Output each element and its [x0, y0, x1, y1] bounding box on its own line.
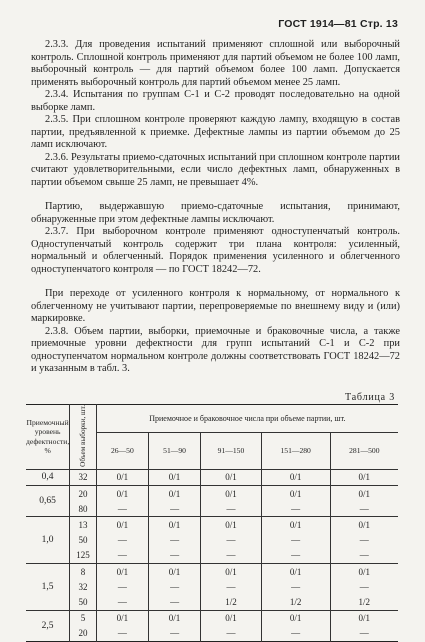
acceptance-cell: — [330, 626, 398, 642]
acceptance-cell: — [148, 626, 200, 642]
header-sample-size: Объем выборки, шт. [70, 405, 97, 470]
acceptance-cell: 1/2 [201, 594, 262, 610]
acceptance-cell: 0/1 [261, 469, 330, 485]
acceptance-cell: — [201, 626, 262, 642]
table-row [26, 579, 398, 594]
acceptance-cell: 0/1 [201, 486, 262, 502]
acceptance-cell: 0/1 [148, 610, 200, 626]
acceptance-cell: — [201, 533, 262, 548]
acceptance-cell: — [96, 501, 148, 517]
sample-size-cell: 8 [70, 563, 97, 579]
table-caption: Таблица 3 [345, 392, 395, 403]
acceptance-cell: — [330, 501, 398, 517]
table-row [26, 563, 398, 579]
table-row [26, 501, 398, 517]
acceptance-cell: 0/1 [96, 486, 148, 502]
acceptance-cell: 0/1 [330, 610, 398, 626]
acceptance-cell: 0/1 [261, 610, 330, 626]
header-lot-range: 51—90 [148, 432, 200, 469]
acceptance-cell: 0/1 [148, 469, 200, 485]
acceptance-cell: 0/1 [261, 563, 330, 579]
sample-size-cell: 50 [70, 594, 97, 610]
acceptance-cell: — [261, 548, 330, 564]
table-row [26, 517, 398, 533]
table-row [26, 486, 398, 502]
acceptance-cell: 0/1 [148, 517, 200, 533]
acceptance-cell: 0/1 [96, 517, 148, 533]
sample-size-cell: 20 [70, 626, 97, 642]
acceptance-cell: 0/1 [148, 563, 200, 579]
header-aql: Приемочный уровень дефектности, % [26, 405, 70, 470]
paragraph: 2.3.7. При выборочном контроле применяют одноступенчатый контроль. Одноступенчатый контроль содержит три плана контроля: усиленный, нормальный и облегченный. Порядок применения усиленного и облегченного одноступенчатого контроля — по ГОСТ 18242—72. [31, 226, 400, 275]
acceptance-cell: — [148, 533, 200, 548]
header-lot-range: 91—150 [201, 432, 262, 469]
paragraph: 2.3.6. Результаты приемо-сдаточных испытаний при сплошном контроле партии считают удовлетворительными, если число дефектных ламп, обнаруженных в партии объемом свыше 25 ламп, не превышает 4%. [31, 151, 400, 188]
aql-cell: 0,4 [26, 469, 70, 485]
acceptance-cell: — [96, 594, 148, 610]
acceptance-cell: — [148, 594, 200, 610]
acceptance-cell: — [201, 579, 262, 594]
acceptance-cell: — [96, 548, 148, 564]
acceptance-cell: 0/1 [148, 486, 200, 502]
table-row [26, 548, 398, 564]
acceptance-cell: 0/1 [330, 563, 398, 579]
acceptance-cell: — [96, 533, 148, 548]
paragraph: При переходе от усиленного контроля к нормальному, от нормального к облегченному не учитывают партии, перепроверяемые по внешнему виду и (или) маркировке. [31, 288, 400, 324]
acceptance-cell: 0/1 [96, 610, 148, 626]
acceptance-cell: — [96, 579, 148, 594]
sample-size-cell: 32 [70, 469, 97, 485]
acceptance-cell: 0/1 [330, 517, 398, 533]
acceptance-cell: — [261, 626, 330, 642]
table-row [26, 469, 398, 485]
acceptance-cell: 0/1 [330, 469, 398, 485]
acceptance-cell: 0/1 [201, 469, 262, 485]
acceptance-cell: — [148, 579, 200, 594]
aql-cell: 2,5 [26, 610, 70, 641]
table-row [26, 626, 398, 642]
acceptance-cell: — [201, 501, 262, 517]
acceptance-cell: 0/1 [201, 517, 262, 533]
acceptance-cell: 0/1 [261, 517, 330, 533]
sample-size-cell: 20 [70, 486, 97, 502]
acceptance-cell: — [330, 548, 398, 564]
acceptance-cell: 0/1 [201, 610, 262, 626]
sample-size-cell: 125 [70, 548, 97, 564]
table-row [26, 594, 398, 610]
acceptance-cell: — [201, 548, 262, 564]
header-lot-range: 281—500 [330, 432, 398, 469]
paragraph: 2.3.4. Испытания по группам С-1 и С-2 проводят последовательно на одной выборке ламп. [31, 89, 400, 113]
acceptance-cell: — [330, 579, 398, 594]
aql-cell: 1,0 [26, 517, 70, 564]
acceptance-cell: 1/2 [261, 594, 330, 610]
acceptance-cell: — [148, 501, 200, 517]
aql-cell: 1,5 [26, 563, 70, 610]
sample-size-cell: 80 [70, 501, 97, 517]
acceptance-cell: — [261, 579, 330, 594]
header-lot-range: 26—50 [96, 432, 148, 469]
acceptance-cell: 0/1 [261, 486, 330, 502]
table-row [26, 533, 398, 548]
paragraph: 2.3.8. Объем партии, выборки, приемочные и браковочные числа, а также приемочные уровни дефектности для групп испытаний С-1 и С-2 при одноступенчатом нормальном контроле должны соответствовать ГОСТ 18242—72 и указанным в табл. 3. [31, 325, 400, 374]
header-lot-group: Приемочное и браковочное числа при объеме партии, шт. [96, 405, 398, 433]
sample-size-cell: 32 [70, 579, 97, 594]
acceptance-cell: — [96, 626, 148, 642]
acceptance-cell: — [261, 533, 330, 548]
acceptance-cell: 0/1 [96, 469, 148, 485]
header-lot-range: 151—280 [261, 432, 330, 469]
sample-size-cell: 50 [70, 533, 97, 548]
sample-size-cell: 5 [70, 610, 97, 626]
sample-size-cell: 13 [70, 517, 97, 533]
paragraph: Партию, выдержавшую приемо-сдаточные испытания, принимают, обнаруженные при этом дефектные лампы исключают. [31, 201, 400, 225]
body-text [31, 39, 400, 376]
acceptance-cell: — [148, 548, 200, 564]
acceptance-cell: — [330, 533, 398, 548]
aql-cell: 0,65 [26, 486, 70, 517]
table-row [26, 610, 398, 626]
table-3 [26, 404, 398, 642]
acceptance-cell: 1/2 [330, 594, 398, 610]
paragraph: 2.3.3. Для проведения испытаний применяют сплошной или выборочный контроль. Сплошной контроль применяют для партий объемом не более 100 ламп, выборочный контроль — для партий объемом более 100 ламп. Допускается применять выборочный контроль для партий объемом менее 25 ламп. [31, 39, 400, 88]
paragraph: 2.3.5. При сплошном контроле проверяют каждую лампу, входящую в состав партии, предъявленной к приемке. Дефектные лампы из партии объемом до 25 ламп исключают. [31, 114, 400, 150]
acceptance-cell: — [261, 501, 330, 517]
acceptance-cell: 0/1 [330, 486, 398, 502]
acceptance-cell: 0/1 [96, 563, 148, 579]
acceptance-cell: 0/1 [201, 563, 262, 579]
page-header: ГОСТ 1914—81 Стр. 13 [278, 18, 398, 30]
